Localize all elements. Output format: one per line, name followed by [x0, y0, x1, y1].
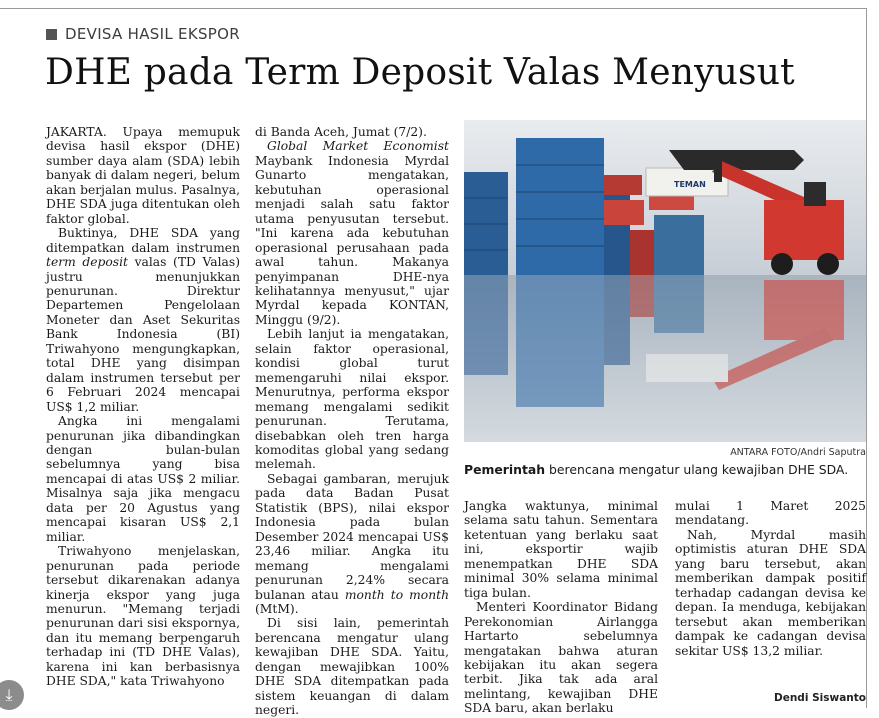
headline: DHE pada Term Deposit Valas Menyusut [45, 52, 795, 93]
container-label: TEMAN [674, 180, 706, 189]
paragraph [46, 544, 240, 689]
body-text: Menteri Koordinator Bidang Perekonomian Airlangga Hartarto sebelumnya mengatakan bahwa aturan kebijakan itu akan segera terbit. Jika tak ada aral melintang, kewajiban DHE SDA baru, akan berlaku [464, 600, 658, 716]
italic-text: Global Market Economist [267, 139, 449, 154]
body-text: Lebih lanjut ia mengatakan, selain faktor operasional, kondisi global turut memengaruhi nilai ekspor. Menurutnya, performa ekspor memang mengalami sedikit penurunan. Terutama, disebabkan oleh tren harga komoditas global yang sedang melemah. [255, 327, 449, 472]
paragraph [255, 327, 449, 472]
article-column-3 [464, 499, 658, 716]
article-column-2 [255, 125, 449, 718]
body-text: Buktinya, DHE SDA yang ditempatkan dalam instrumen [46, 226, 240, 255]
caption-lead: Pemerintah [464, 462, 546, 477]
body-text: Maybank Indonesia Myrdal Gunarto mengatakan, kebutuhan operasional menjadi salah satu faktor utama penyusutan tersebut. "Ini karena ada kebutuhan operasional perusahaan pada awal tahun. Makanya penyimpanan DHE-nya kelihatannya menyusut," ujar Myrdal kepada KONTAN, Minggu (9/2). [255, 153, 449, 327]
byline: Dendi Siswanto [774, 692, 866, 704]
paragraph [464, 600, 658, 716]
body-text: di Banda Aceh, Jumat (7/2). [255, 125, 427, 139]
body-text: (MtM). [255, 601, 299, 616]
paragraph [464, 499, 658, 600]
download-arrow-icon: ⤓ [5, 685, 13, 704]
body-text: Angka ini mengalami penurunan jika dibandingkan dengan bulan-bulan sebelumnya yang bisa mencapai di atas US$ 2 miliar. Misalnya saja jika mengacu data per 20 Agustus yang mencapai kisaran US$ 2,1 miliar. [46, 414, 240, 544]
paragraph [255, 139, 449, 327]
paragraph [46, 125, 240, 226]
paragraph [46, 414, 240, 544]
paragraph [46, 226, 240, 414]
body-text: Jangka waktunya, minimal selama satu tahun. Sementara ketentuan yang berlaku saat ini, eksportir wajib menempatkan DHE SDA minimal 30% selama minimal tiga bulan. [464, 499, 658, 600]
paragraph [255, 616, 449, 717]
body-text: JAKARTA. Upaya memupuk devisa hasil ekspor (DHE) sumber daya alam (SDA) lebih banyak di dalam negeri, belum akan berjalan mulus. Pasalnya, DHE SDA juga ditentukan oleh faktor global. [46, 125, 240, 226]
paragraph [255, 472, 449, 617]
section-kicker [46, 25, 240, 43]
paragraph [675, 499, 866, 528]
body-text: valas (TD Valas) justru menunjukkan penurunan. Direktur Departemen Pengelolaan Moneter dan Aset Sekuritas Bank Indonesia (BI) Triwahyono mengungkapkan, total DHE yang disimpan dalam instrumen tersebut per 6 Februari 2024 mencapai US$ 1,2 miliar. [46, 255, 240, 414]
body-text: Nah, Myrdal masih optimistis aturan DHE SDA yang baru tersebut, akan memberikan dampak positif terhadap cadangan devisa ke depan. Ia menduga, kebijakan tersebut akan memberikan dampak ke cadangan devisa sekitar US$ 13,2 miliar. [675, 527, 866, 658]
top-rule [0, 8, 866, 9]
right-rule [866, 8, 867, 708]
body-text: Triwahyono menjelaskan, penurunan pada periode tersebut dikarenakan adanya kinerja ekspor yang juga menurun. "Memang terjadi penurunan dari sisi ekspornya, dan itu memang berpengaruh terhadap ini (TD DHE Valas), karena ini kan berbasisnya DHE SDA," kata Triwahyono [46, 544, 240, 689]
kicker-label: DEVISA HASIL EKSPOR [65, 25, 240, 43]
caption-text: berencana mengatur ulang kewajiban DHE SDA. [545, 462, 849, 477]
photo-caption [464, 462, 866, 477]
article-photo [464, 120, 866, 442]
kicker-square-icon [46, 29, 57, 40]
article-column-1 [46, 125, 240, 689]
body-text: Sebagai gambaran, merujuk pada data Badan Pusat Statistik (BPS), nilai ekspor Indonesia pada bulan Desember 2024 mencapai US$ 23,46 miliar. Angka itu memang mengalami penurunan 2,24% secara bulanan atau [255, 471, 449, 602]
paragraph [675, 528, 866, 658]
italic-text: month to month [344, 587, 449, 602]
download-button[interactable] [0, 680, 24, 710]
paragraph [255, 125, 449, 139]
article-column-4 [675, 499, 866, 658]
photo-credit: ANTARA FOTO/Andri Saputra [730, 447, 866, 458]
body-text: mulai 1 Maret 2025 mendatang. [675, 499, 866, 528]
italic-text: term deposit [46, 255, 128, 270]
container-port-photo [464, 120, 866, 442]
body-text: Di sisi lain, pemerintah berencana mengatur ulang kewajiban DHE SDA. Yaitu, dengan mewajibkan 100% DHE SDA ditempatkan pada sistem keuangan di dalam negeri. [255, 616, 449, 718]
